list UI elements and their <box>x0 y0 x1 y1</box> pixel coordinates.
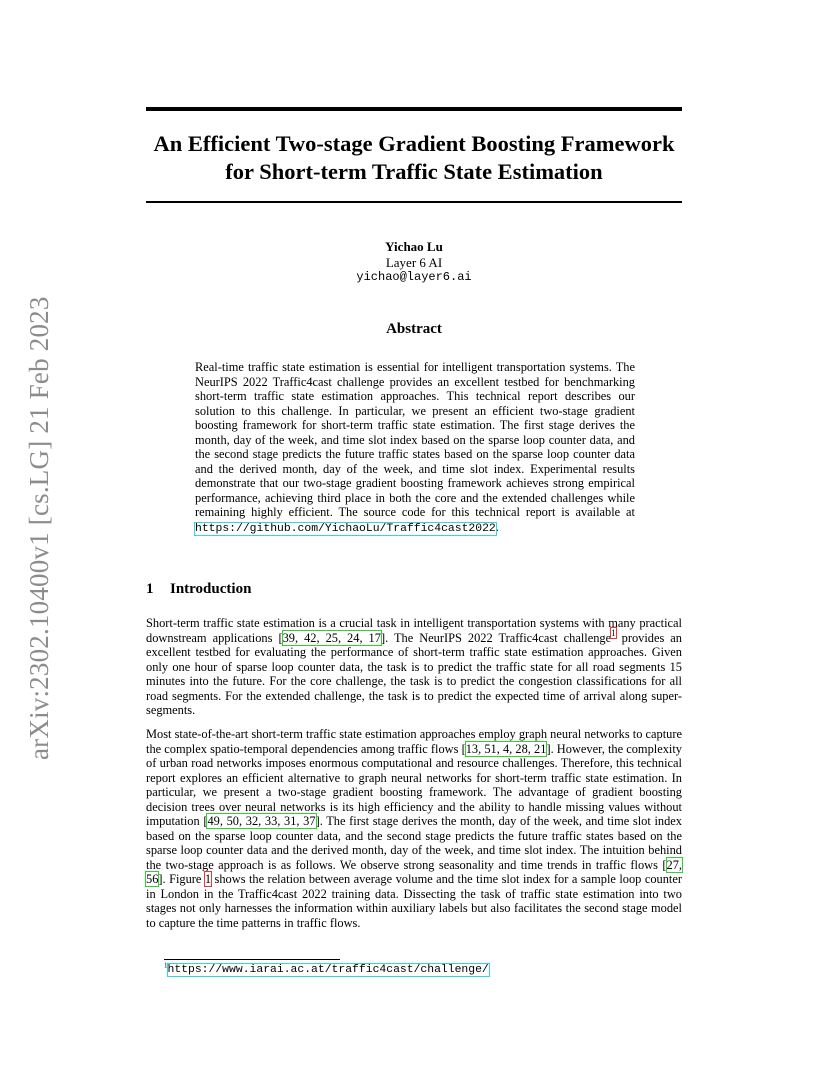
author-name: Yichao Lu <box>385 239 443 254</box>
paragraph-text: shows the relation between average volume and the time slot index for a sample loop counter in London in the Traffic4cast 2022 training data. Dissecting the task of traffic state estimation into two stages not only harnesses the information within auxiliary labels but also facilitates the second stage model to capture the time patterns in traffic flows. <box>146 872 682 930</box>
citation-link[interactable]: 13, 51, 4, 28, 21 <box>465 741 547 756</box>
paragraph-text: ]. Figure <box>158 872 205 886</box>
section-title: Introduction <box>170 581 252 597</box>
paragraph-text: ]. However, the complexity of urban road networks imposes enormous computational and resource challenges. Therefore, this technical report explores an efficient alternative to graph neural networks for short-term traffic state estimation. In particular, we present a two-stage gradient boosting framework. The advantage of gradient boosting decision trees over neural networks is its high efficiency and the ability to handle missing values without imputation [ <box>146 741 682 828</box>
title-line-1: An Efficient Two-stage Gradient Boosting Framework <box>153 131 675 156</box>
footnote <box>164 963 489 976</box>
intro-paragraph-1 <box>146 616 682 718</box>
abstract-heading: Abstract <box>386 321 442 337</box>
paragraph-text: provides an excellent testbed for evaluating the performance of short-term traffic state estimation approaches. Given only one hour of sparse loop counter data, the task is to predict the traffic state for all road segments 15 minutes into the future. For the core challenge, the task is to predict the congestion classifications for all road segments. For the extended challenge, the task is to predict the expected time of arrival along super-segments. <box>146 630 682 717</box>
abstract-body-text: Real-time traffic state estimation is essential for intelligent transportation systems. The NeurIPS 2022 Traffic4cast challenge provides an excellent testbed for benchmarking short-term traffic state estimation approaches. This technical report describes our solution to this challenge. In particular, we present an efficient two-stage gradient boosting framework for short-term traffic state estimation. The first stage derives the month, day of the week, and time slot index based on the sparse loop counter data, and the second stage predicts the future traffic states based on the sparse loop counter data and the derived month, day of the week, and time slot index. Experimental results demonstrate that our two-stage gradient boosting framework achieves strong empirical performance, achieving third place in both the core and the extended challenges while remaining highly efficient. The source code for this technical report is available at <box>195 360 635 519</box>
abstract-text <box>195 360 635 536</box>
paragraph-text: Short-term traffic state estimation is a crucial task in intelligent transportation systems with many practical downstream applications [ <box>146 616 682 645</box>
section-heading-introduction <box>146 581 251 598</box>
author-block <box>146 239 682 286</box>
section-number: 1 <box>146 581 154 597</box>
footnote-url-link[interactable]: https://www.iarai.ac.at/traffic4cast/challenge/ <box>167 964 489 976</box>
author-email[interactable]: yichao@layer6.ai <box>356 270 472 284</box>
citation-link[interactable]: 27, 56 <box>146 857 682 886</box>
author-affiliation: Layer 6 AI <box>385 254 443 270</box>
paragraph-text: ]. The first stage derives the month, day of the week, and time slot index based on the sparse loop counter data, and the second stage predicts the future traffic states based on the sparse loop counter data and the derived month, day of the week, and time slot index. The intuition behind the two-stage approach is as follows. We observe strong seasonality and time trends in traffic flows [ <box>146 814 682 872</box>
citation-link[interactable]: 49, 50, 32, 33, 31, 37 <box>207 814 316 828</box>
figure-reference-link[interactable]: 1 <box>204 872 212 886</box>
title-top-rule <box>146 107 682 111</box>
paragraph-text: ]. The NeurIPS 2022 Traffic4cast challenge <box>380 630 612 645</box>
footnote-rule <box>164 959 340 960</box>
intro-paragraph-2 <box>146 727 682 930</box>
arxiv-identifier: arXiv:2302.10400v1 [cs.LG] 21 Feb 2023 <box>24 296 54 760</box>
title-bottom-rule <box>146 201 682 203</box>
source-code-link[interactable]: https://github.com/YichaoLu/Traffic4cast2022 <box>195 522 496 535</box>
abstract-period: . <box>495 519 499 534</box>
footnote-mark: 1 <box>164 961 168 970</box>
title-line-2: for Short-term Traffic State Estimation <box>225 159 603 184</box>
citation-link[interactable]: 39, 42, 25, 24, 17 <box>282 630 381 645</box>
paper-title <box>146 130 682 186</box>
paragraph-text: Most state-of-the-art short-term traffic state estimation approaches employ graph neural networks to capture the complex spatio-temporal dependencies among traffic flows [ <box>146 727 682 756</box>
footnote-link[interactable]: 1 <box>611 628 616 639</box>
